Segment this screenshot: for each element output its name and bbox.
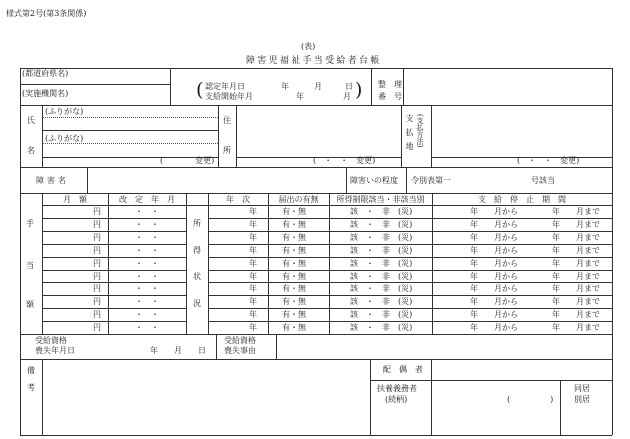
income-side-4: 況 bbox=[193, 299, 201, 308]
disability-name-label: 障害名 bbox=[36, 176, 69, 185]
revision-date: ・ ・ bbox=[135, 297, 159, 306]
limit-status: 該 ・ 非 (災) bbox=[350, 259, 413, 268]
amount-yen: 円 bbox=[93, 220, 101, 229]
allowance-side-3: 額 bbox=[26, 300, 34, 309]
stop-from: 年 月から bbox=[470, 323, 518, 332]
amount-yen: 円 bbox=[93, 310, 101, 319]
separate-label: 別居 bbox=[574, 395, 590, 404]
furigana-label-2: (ふりがな) bbox=[45, 134, 84, 143]
name-char1: 氏 bbox=[27, 116, 35, 125]
col-stop-period: 支 給 停 止 期 間 bbox=[478, 195, 566, 204]
report-yesno: 有・無 bbox=[282, 259, 306, 268]
stop-from: 年 月から bbox=[470, 272, 518, 281]
bracket-left: ( bbox=[196, 79, 204, 101]
revision-date: ・ ・ bbox=[135, 207, 159, 216]
stop-from: 年 月から bbox=[470, 220, 518, 229]
income-side-3: 状 bbox=[193, 272, 201, 281]
col-year: 年 次 bbox=[226, 195, 250, 204]
limit-status: 該 ・ 非 (災) bbox=[350, 323, 413, 332]
revision-date: ・ ・ bbox=[135, 220, 159, 229]
spouse-label: 配 偶 者 bbox=[383, 365, 423, 374]
furigana-label-1: (ふりがな) bbox=[45, 107, 84, 116]
start-month: 月 bbox=[343, 92, 351, 101]
page-title: 障害児福祉手当受給者台帳 bbox=[246, 56, 382, 66]
limit-status: 該 ・ 非 (災) bbox=[350, 246, 413, 255]
revision-date: ・ ・ bbox=[135, 310, 159, 319]
form-number: 様式第2号(第3条関係) bbox=[6, 9, 87, 18]
name-change-note: ( 変更) bbox=[160, 156, 215, 165]
col-report: 届出の有無 bbox=[278, 195, 319, 204]
bango-label: 番 号 bbox=[378, 92, 402, 101]
revision-date: ・ ・ bbox=[135, 323, 159, 332]
limit-status: 該 ・ 非 (災) bbox=[350, 284, 413, 293]
report-yesno: 有・無 bbox=[282, 323, 306, 332]
loss-reason-2: 喪失事由 bbox=[224, 346, 256, 355]
amount-yen: 円 bbox=[93, 246, 101, 255]
loss-label-2: 喪失年月日 bbox=[35, 346, 75, 355]
income-year: 年 bbox=[249, 246, 257, 255]
table-mark: (表) bbox=[301, 42, 316, 51]
income-year: 年 bbox=[249, 284, 257, 293]
income-year: 年 bbox=[249, 259, 257, 268]
addr-char2: 所 bbox=[223, 146, 231, 155]
amount-yen: 円 bbox=[93, 233, 101, 242]
income-year: 年 bbox=[249, 233, 257, 242]
stop-to: 年 月まで bbox=[552, 246, 600, 255]
limit-status: 該 ・ 非 (災) bbox=[350, 233, 413, 242]
stop-from: 年 月から bbox=[470, 233, 518, 242]
stop-from: 年 月から bbox=[470, 297, 518, 306]
loss-date: 年 月 日 bbox=[150, 346, 206, 355]
stop-to: 年 月まで bbox=[552, 259, 600, 268]
amount-yen: 円 bbox=[93, 272, 101, 281]
stop-to: 年 月まで bbox=[552, 297, 600, 306]
income-year: 年 bbox=[249, 207, 257, 216]
limit-status: 該 ・ 非 (災) bbox=[350, 297, 413, 306]
income-year: 年 bbox=[249, 220, 257, 229]
report-yesno: 有・無 bbox=[282, 220, 306, 229]
supporter-label-2: (続柄) bbox=[385, 395, 408, 404]
approval-year: 年 bbox=[281, 82, 289, 91]
remarks-char1: 備 bbox=[27, 366, 35, 375]
report-yesno: 有・無 bbox=[282, 310, 306, 319]
revision-date: ・ ・ bbox=[135, 259, 159, 268]
addr-char1: 住 bbox=[223, 116, 231, 125]
stop-to: 年 月まで bbox=[552, 323, 600, 332]
income-year: 年 bbox=[249, 323, 257, 332]
payment-start-label: 支給開始年月 bbox=[205, 92, 253, 101]
allowance-side-1: 手 bbox=[26, 219, 34, 228]
remarks-char2: 考 bbox=[27, 383, 35, 392]
stop-to: 年 月まで bbox=[552, 220, 600, 229]
name-char2: 名 bbox=[27, 146, 35, 155]
amount-yen: 円 bbox=[93, 259, 101, 268]
report-yesno: 有・無 bbox=[282, 272, 306, 281]
address-change-note: ( ・ ・ 変更) bbox=[313, 156, 376, 165]
report-yesno: 有・無 bbox=[282, 246, 306, 255]
revision-date: ・ ・ bbox=[135, 246, 159, 255]
amount-yen: 円 bbox=[93, 284, 101, 293]
report-yesno: 有・無 bbox=[282, 207, 306, 216]
applicable-label: 号該当 bbox=[531, 176, 555, 185]
stop-to: 年 月まで bbox=[552, 272, 600, 281]
limit-status: 該 ・ 非 (災) bbox=[350, 207, 413, 216]
bracket-right: ) bbox=[355, 79, 363, 101]
stop-to: 年 月まで bbox=[552, 207, 600, 216]
income-side-1: 所 bbox=[193, 219, 201, 228]
income-year: 年 bbox=[249, 297, 257, 306]
revision-date: ・ ・ bbox=[135, 284, 159, 293]
limit-status: 該 ・ 非 (災) bbox=[350, 220, 413, 229]
relation-paren: ( ) bbox=[507, 395, 554, 404]
stop-to: 年 月まで bbox=[552, 233, 600, 242]
prefecture-label: (都道府県名) bbox=[22, 69, 69, 78]
payment-method-label: (支払方法) bbox=[416, 114, 424, 148]
report-yesno: 有・無 bbox=[282, 297, 306, 306]
income-side-2: 得 bbox=[193, 246, 201, 255]
stop-from: 年 月から bbox=[470, 207, 518, 216]
stop-from: 年 月から bbox=[470, 284, 518, 293]
amount-yen: 円 bbox=[93, 207, 101, 216]
cohabit-label: 同居 bbox=[574, 384, 590, 393]
amount-yen: 円 bbox=[93, 323, 101, 332]
revision-date: ・ ・ bbox=[135, 233, 159, 242]
stop-to: 年 月まで bbox=[552, 310, 600, 319]
stop-to: 年 月まで bbox=[552, 284, 600, 293]
allowance-side-2: 当 bbox=[26, 261, 34, 270]
seiri-label: 整 理 bbox=[378, 80, 402, 89]
loss-reason-1: 受給資格 bbox=[224, 336, 256, 345]
amount-yen: 円 bbox=[93, 297, 101, 306]
payment-change-note: ( ・ ・ 変更) bbox=[517, 156, 580, 165]
report-yesno: 有・無 bbox=[282, 233, 306, 242]
limit-status: 該 ・ 非 (災) bbox=[350, 272, 413, 281]
limit-status: 該 ・ 非 (災) bbox=[350, 310, 413, 319]
payment-place-label: 支払地 bbox=[405, 114, 414, 156]
income-year: 年 bbox=[249, 310, 257, 319]
col-revision: 改 定 年 月 bbox=[119, 195, 175, 204]
table-ref-label: 令別表第一 bbox=[411, 176, 451, 185]
stop-from: 年 月から bbox=[470, 246, 518, 255]
approval-date-label: 認定年月日 bbox=[205, 82, 245, 91]
col-amount: 月 額 bbox=[63, 195, 87, 204]
stop-from: 年 月から bbox=[470, 310, 518, 319]
start-year: 年 bbox=[296, 92, 304, 101]
revision-date: ・ ・ bbox=[135, 272, 159, 281]
approval-day: 日 bbox=[345, 82, 353, 91]
approval-month: 月 bbox=[314, 82, 322, 91]
col-limit: 所得制限該当・非該当別 bbox=[336, 195, 425, 204]
supporter-label-1: 扶養義務者 bbox=[377, 384, 417, 393]
disability-degree-label: 障害いの程度 bbox=[350, 176, 398, 185]
income-year: 年 bbox=[249, 272, 257, 281]
report-yesno: 有・無 bbox=[282, 284, 306, 293]
stop-from: 年 月から bbox=[470, 259, 518, 268]
agency-label: (実施機関名) bbox=[22, 89, 69, 98]
loss-label-1: 受給資格 bbox=[35, 336, 67, 345]
